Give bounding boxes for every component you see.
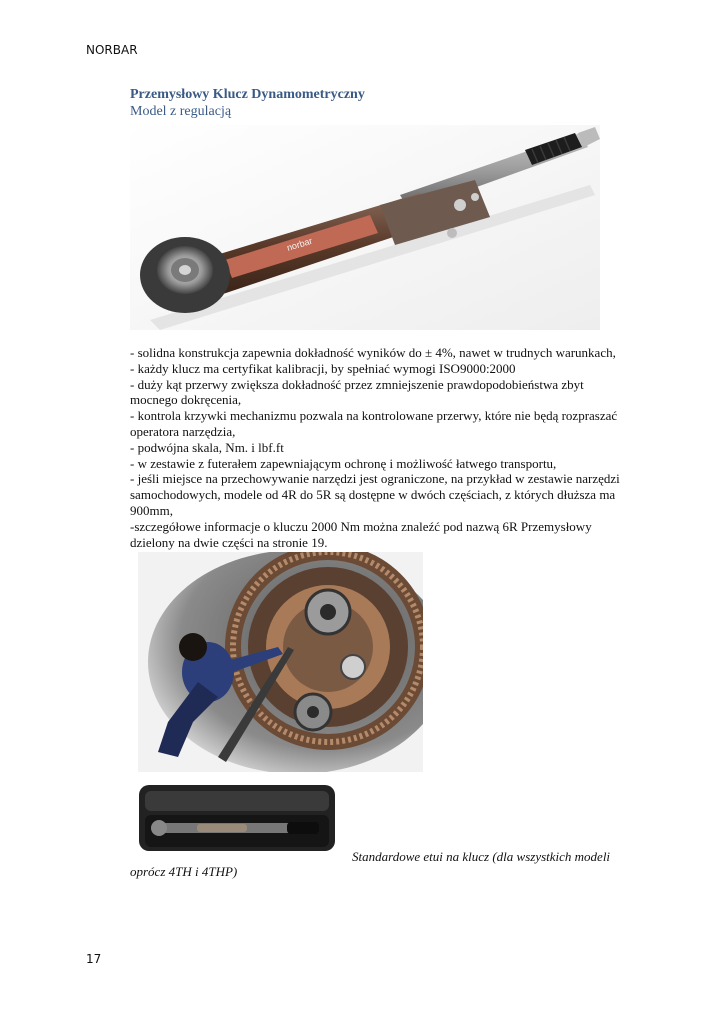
wrench-case-photo (137, 783, 337, 855)
case-caption-line1: Standardowe etui na klucz (dla wszystkich modeli (352, 849, 611, 864)
list-item: - duży kąt przerwy zwiększa dokładność przez zmniejszenie prawdopodobieństwa zbyt mocnego dokręcenia, (130, 376, 584, 408)
feature-list (130, 345, 630, 550)
torque-wrench-photo (130, 125, 600, 330)
product-title: Przemysłowy Klucz Dynamometryczny (130, 87, 365, 102)
list-item: -szczegółowe informacje o kluczu 2000 Nm można znaleźć pod nazwą 6R Przemysłowy dzielony na dwie części na stronie 19. (130, 518, 592, 550)
list-item: - podwójna skala, Nm. i lbf.ft (130, 439, 284, 455)
list-item: - jeśli miejsce na przechowywanie narzędzi jest ograniczone, na przykład w zestawie narzędzi samochodowych, modele od 4R do 5R są dostępne w dwóch częściach, z których dłuższa ma 900mm, (130, 471, 620, 518)
worker-with-gear-photo (138, 552, 423, 772)
case-caption-line2: oprócz 4TH i 4THP) (130, 864, 238, 879)
page-number: 17 (86, 952, 102, 966)
list-item: - solidna konstrukcja zapewnia dokładność wyników do ± 4%, nawet w trudnych warunkach, (130, 345, 616, 360)
page-header: NORBAR (86, 43, 138, 57)
list-item: - kontrola krzywki mechanizmu pozwala na kontrolowane przerwy, które nie będą rozpraszać operatora narzędzia, (130, 408, 618, 439)
wrench-logo: norbar (285, 235, 314, 253)
list-item: - każdy klucz ma certyfikat kalibracji, by spełniać wymogi ISO9000:2000 (130, 360, 516, 376)
list-item: - w zestawie z futerałem zapewniającym ochronę i możliwość łatwego transportu, (130, 455, 557, 471)
product-subtitle: Model z regulacją (130, 104, 232, 119)
